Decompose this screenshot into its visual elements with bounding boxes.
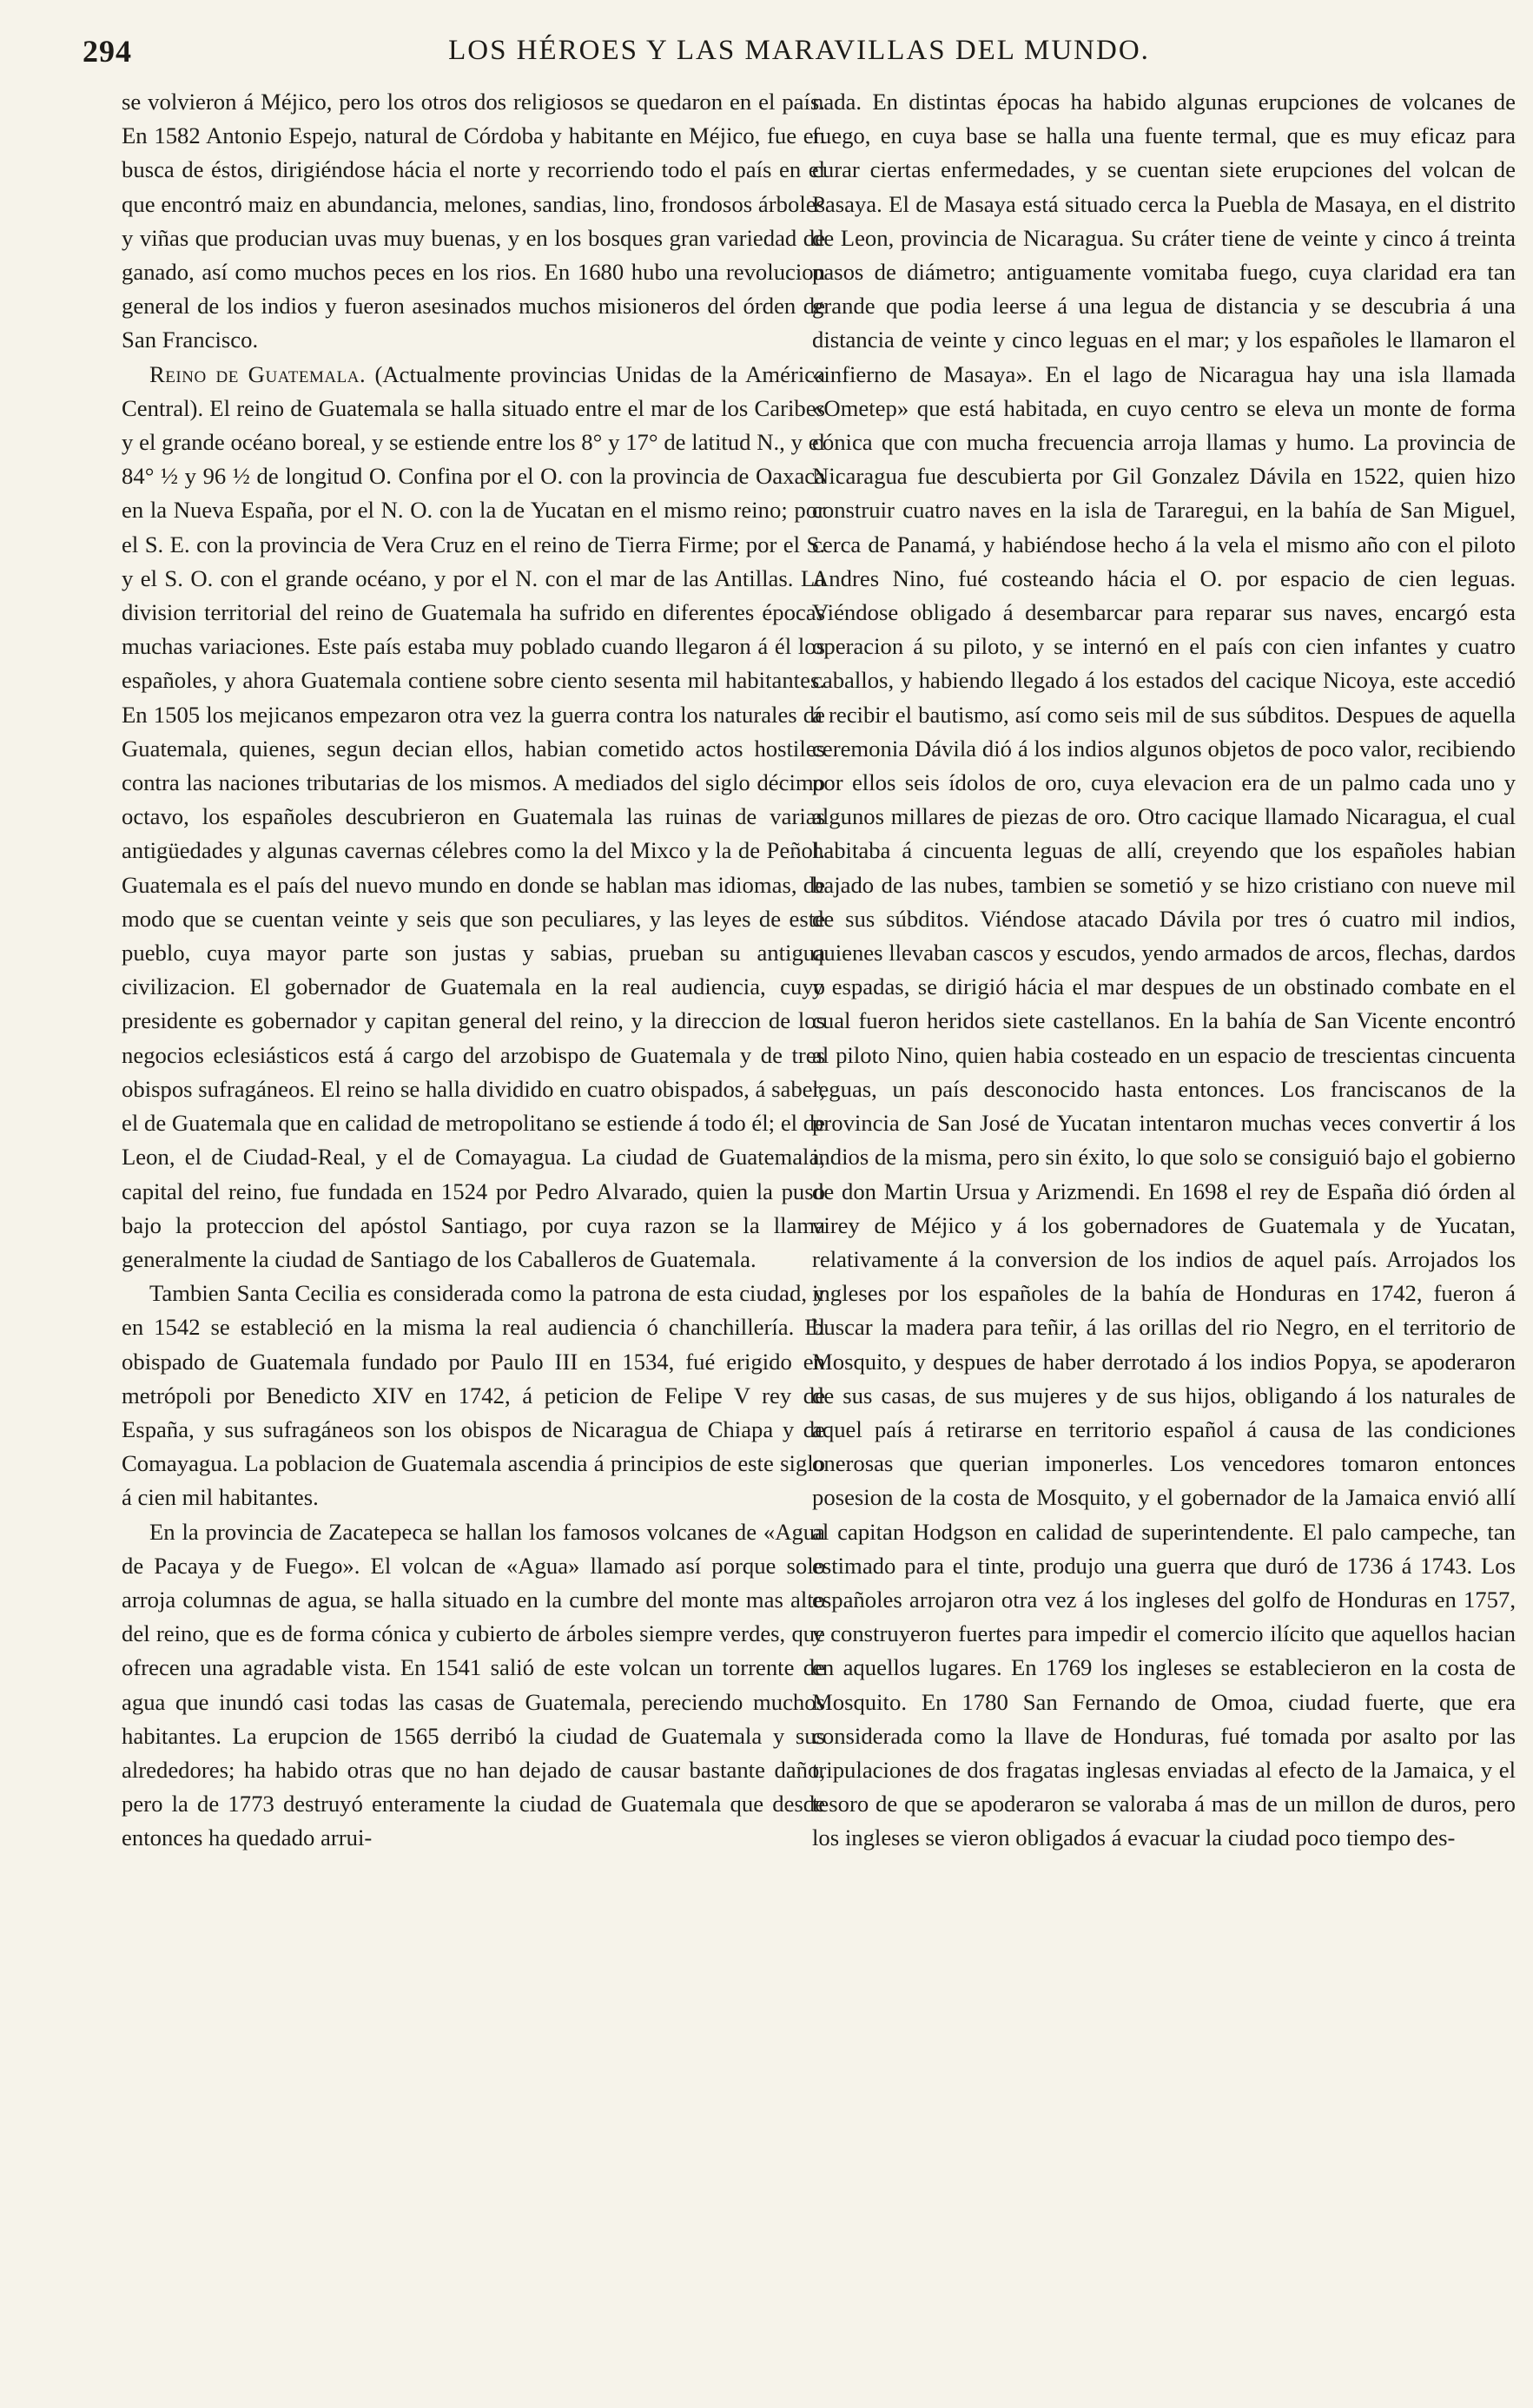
left-column	[122, 85, 825, 1856]
page-number: 294	[83, 34, 132, 69]
paragraph-nicaragua-honduras: nada. En distintas épocas ha habido algunas erupciones de volcanes de fuego, en cuya base se halla una fuente termal, que es muy eficaz para curar ciertas enfermedades, y se cuentan siete erupciones del volcan de Pasaya. El de Masaya está situado cerca la Puebla de Masaya, en el distrito de Leon, provincia de Nicaragua. Su cráter tiene de veinte y cinco á treinta pasos de diámetro; antiguamente vomitaba fuego, cuya claridad era tan grande que podia leerse á una legua de distancia y se descubria á una distancia de veinte y cinco leguas en el mar; y los españoles le llamaron el «infierno de Masaya». En el lago de Nicaragua hay una isla llamada «Ometep» que está habitada, en cuyo centro se eleva un monte de forma cónica que con mucha frecuencia arroja llamas y humo. La provincia de Nicaragua fue descubierta por Gil Gonzalez Dávila en 1522, quien hizo construir cuatro naves en la isla de Tararegui, en la bahía de San Miguel, cerca de Panamá, y habiéndose hecho á la vela el mismo año con el piloto Andres Nino, fué costeando hácia el O. por espacio de cien leguas. Viéndose obligado á desembarcar para reparar sus naves, encargó esta operacion á su piloto, y se internó en el país con cien infantes y cuatro caballos, y habiendo llegado á los estados del cacique Nicoya, este accedió á recibir el bautismo, así como seis mil de sus súbditos. Despues de aquella ceremonia Dávila dió á los indios algunos objetos de poco valor, recibiendo por ellos seis ídolos de oro, cuya elevacion era de un palmo cada uno y algunos millares de piezas de oro. Otro cacique llamado Nicaragua, el cual habitaba á cincuenta leguas de allí, creyendo que los españoles habian bajado de las nubes, tambien se sometió y se hizo cristiano con nueve mil de sus súbditos. Viéndose atacado Dávila por tres ó cuatro mil indios, quienes llevaban cascos y escudos, yendo armados de arcos, flechas, dardos y espadas, se dirigió hácia el mar despues de un obstinado combate en el cual fueron heridos siete castellanos. En la bahía de San Vicente encontró al piloto Nino, quien habia costeado en un espacio de trescientas cincuenta leguas, un país desconocido hasta entonces. Los franciscanos de la provincia de San José de Yucatan intentaron muchas veces convertir á los indios de la misma, pero sin éxito, lo que solo se consiguió bajo el gobierno de don Martin Ursua y Arizmendi. En 1698 el rey de España dió órden al virey de Méjico y á los gobernadores de Guatemala y de Yucatan, relativamente á la conversion de los indios de aquel país. Arrojados los ingleses por los españoles de la bahía de Honduras en 1742, fueron á buscar la madera para teñir, á las orillas del rio Negro, en el territorio de Mosquito, y despues de haber derrotado á los indios Popya, se apoderaron de sus casas, de sus mujeres y de sus hijos, obligando á los naturales de aquel país á retirarse en territorio español á causa de las condiciones onerosas que querian imponerles. Los vencedores tomaron entonces posesion de la costa de Mosquito, y el gobernador de la Jamaica envió allí al capitan Hodgson en calidad de superintendente. El palo campeche, tan estimado para el tinte, produjo una guerra que duró de 1736 á 1743. Los españoles arrojaron otra vez á los ingleses del golfo de Honduras en 1757, y construyeron fuertes para impedir el comercio ilícito que aquellos hacian en aquellos lugares. En 1769 los ingleses se establecieron en la costa de Mosquito. En 1780 San Fernando de Omoa, ciudad fuerte, que era considerada como la llave de Honduras, fué tomada por asalto por las tripulaciones de dos fragatas inglesas enviadas al efecto de la Jamaica, y el tesoro de que se apoderaron se valoraba á mas de un millon de duros, pero los ingleses se vieron obligados á evacuar la ciudad poco tiempo des-	[812, 89, 1516, 1851]
right-column	[812, 85, 1516, 1856]
paragraph-guatemala-text: (Actualmente provincias Unidas de la América Central). El reino de Guatemala se halla situado entre el mar de los Caribes y el grande océano boreal, y se estiende entre los 8° y 17° de latitud N., y el 84° ½ y 96 ½ de longitud O. Confina por el O. con la provincia de Oaxaca en la Nueva España, por el N. O. con la de Yucatan en el mismo reino; por el S. E. con la provincia de Vera Cruz en el reino de Tierra Firme; por el S. y el S. O. con el grande océano, y por el N. con el mar de las Antillas. La division territorial del reino de Guatemala ha sufrido en diferentes épocas muchas variaciones. Este país estaba muy poblado cuando llegaron á él los españoles, y ahora Guatemala contiene sobre ciento sesenta mil habitantes. En 1505 los mejicanos empezaron otra vez la guerra contra los naturales de Guatemala, quienes, segun decian ellos, habian cometido actos hostiles contra las naciones tributarias de los mismos. A mediados del siglo décimo octavo, los españoles descubrieron en Guatemala las ruinas de varias antigüedades y algunas cavernas célebres como la del Mixco y la de Peñol. Guatemala es el país del nuevo mundo en donde se hablan mas idiomas, de modo que se cuentan veinte y seis que son peculiares, y las leyes de este pueblo, cuya mayor parte son justas y sabias, prueban su antigua civilizacion. El gobernador de Guatemala en la real audiencia, cuyo presidente es gobernador y capitan general del reino, y la direccion de los negocios eclesiásticos está á cargo del arzobispo de Guatemala y de tres obispos sufragáneos. El reino se halla dividido en cuatro obispados, á saber, el de Guatemala que en calidad de metropolitano se estiende á todo él; el de Leon, el de Ciudad-Real, y el de Comayagua. La ciudad de Guatemala, capital del reino, fue fundada en 1524 por Pedro Alvarado, quien la puso bajo la proteccion del apóstol Santiago, por cuya razon se la llama generalmente la ciudad de Santiago de los Caballeros de Guatemala.	[122, 360, 825, 1272]
paragraph-new-mexico: se volvieron á Méjico, pero los otros dos religiosos se quedaron en el país. En 1582 Antonio Espejo, natural de Córdoba y habitante en Méjico, fue en busca de éstos, dirigiéndose hácia el norte y recorriendo todo el país en el que encontró maiz en abundancia, melones, sandias, lino, frondosos árboles y viñas que producian uvas muy buenas, y en los bosques gran variedad de ganado, así como muchos peces en los rios. En 1680 hubo una revolucion general de los indios y fueron asesinados muchos misioneros del órden de San Francisco.	[122, 89, 825, 353]
paragraph-santa-cecilia: Tambien Santa Cecilia es considerada como la patrona de esta ciudad, y en 1542 se estableció en la misma la real audiencia ó chanchillería. El obispado de Guatemala fundado por Paulo III en 1534, fué erigido en metrópoli por Benedicto XIV en 1742, á peticion de Felipe V rey de España, y sus sufragáneos son los obispos de Nicaragua de Chiapa y de Comayagua. La poblacion de Guatemala ascendia á principios de este siglo á cien mil habitantes.	[122, 1280, 825, 1511]
paragraph-guatemala	[122, 358, 825, 1277]
section-heading-guatemala: Reino de Guatemala.	[149, 360, 367, 387]
paragraph-volcanoes: En la provincia de Zacatepeca se hallan los famosos volcanes de «Agua de Pacaya y de Fuego». El volcan de «Agua» llamado así porque solo arroja columnas de agua, se halla situado en la cumbre del monte mas alto del reino, que es de forma cónica y cubierto de árboles siempre verdes, que ofrecen una agradable vista. En 1541 salió de este volcan un torrente de agua que inundó casi todas las casas de Guatemala, pereciendo muchos habitantes. La erupcion de 1565 derribó la ciudad de Guatemala y sus alrededores; ha habido otras que no han dejado de causar bastante daño, pero la de 1773 destruyó enteramente la ciudad de Guatemala que desde entonces ha quedado arrui-	[122, 1518, 825, 1851]
running-title: LOS HÉROES Y LAS MARAVILLAS DEL MUNDO.	[448, 35, 1150, 66]
running-head	[83, 33, 1516, 78]
